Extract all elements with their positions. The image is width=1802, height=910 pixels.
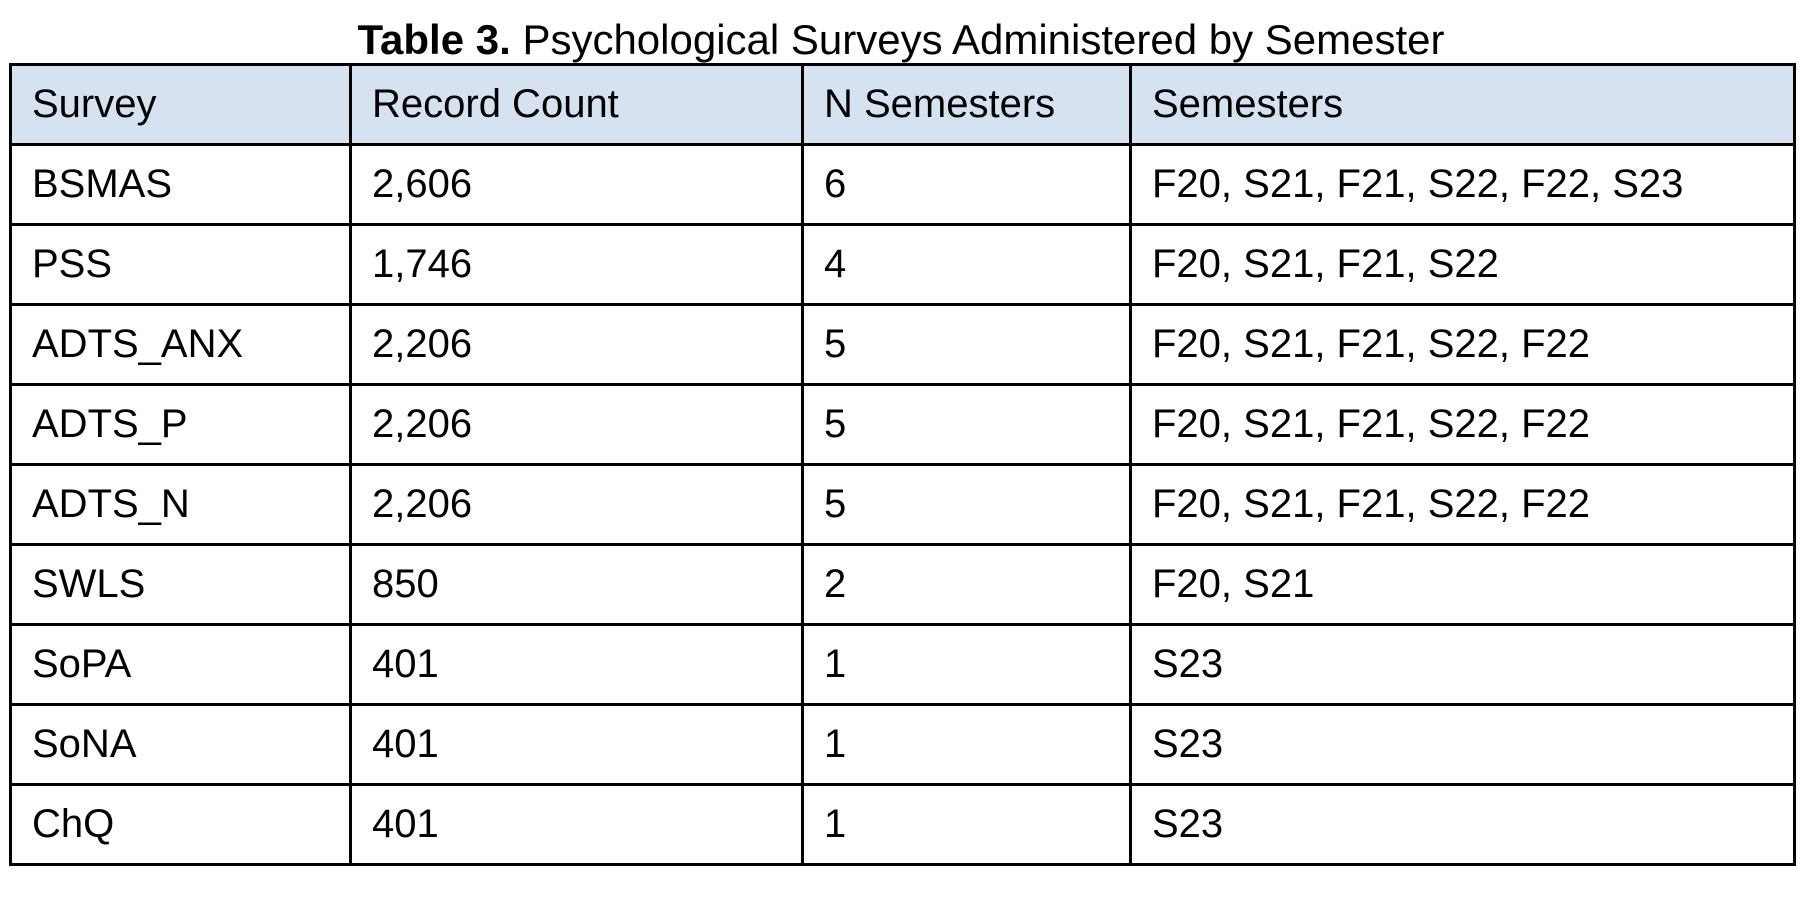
cell-semesters: F20, S21, F21, S22, F22 (1131, 305, 1795, 385)
header-row (11, 65, 1795, 145)
cell-survey: PSS (11, 225, 351, 305)
header-record-count: Record Count (351, 65, 803, 145)
cell-survey: ADTS_P (11, 385, 351, 465)
table-header (11, 65, 1795, 145)
table-row (11, 625, 1795, 705)
cell-n-semesters: 5 (803, 465, 1131, 545)
table-caption-label: Table 3. (357, 16, 511, 63)
header-semesters: Semesters (1131, 65, 1795, 145)
table-row (11, 225, 1795, 305)
cell-survey: ChQ (11, 785, 351, 865)
cell-n-semesters: 5 (803, 385, 1131, 465)
cell-n-semesters: 1 (803, 625, 1131, 705)
cell-semesters: F20, S21, F21, S22, F22 (1131, 385, 1795, 465)
header-n-semesters: N Semesters (803, 65, 1131, 145)
cell-record-count: 401 (351, 625, 803, 705)
table-row (11, 545, 1795, 625)
table-caption (0, 14, 1802, 66)
surveys-table (9, 63, 1796, 866)
table-row (11, 145, 1795, 225)
cell-n-semesters: 4 (803, 225, 1131, 305)
cell-record-count: 401 (351, 705, 803, 785)
table-caption-title: Psychological Surveys Administered by Semester (522, 16, 1445, 63)
cell-n-semesters: 5 (803, 305, 1131, 385)
table-row (11, 305, 1795, 385)
cell-record-count: 2,206 (351, 465, 803, 545)
cell-record-count: 2,206 (351, 385, 803, 465)
cell-semesters: S23 (1131, 625, 1795, 705)
cell-semesters: F20, S21, F21, S22, F22 (1131, 465, 1795, 545)
cell-semesters: F20, S21, F21, S22, F22, S23 (1131, 145, 1795, 225)
table-row (11, 705, 1795, 785)
cell-survey: ADTS_ANX (11, 305, 351, 385)
cell-semesters: F20, S21, F21, S22 (1131, 225, 1795, 305)
cell-semesters: S23 (1131, 785, 1795, 865)
cell-survey: SoPA (11, 625, 351, 705)
cell-semesters: S23 (1131, 705, 1795, 785)
cell-survey: ADTS_N (11, 465, 351, 545)
cell-n-semesters: 2 (803, 545, 1131, 625)
header-survey: Survey (11, 65, 351, 145)
cell-semesters: F20, S21 (1131, 545, 1795, 625)
cell-record-count: 2,606 (351, 145, 803, 225)
cell-record-count: 401 (351, 785, 803, 865)
cell-n-semesters: 1 (803, 785, 1131, 865)
cell-record-count: 850 (351, 545, 803, 625)
table-row (11, 385, 1795, 465)
table-row (11, 465, 1795, 545)
cell-survey: SoNA (11, 705, 351, 785)
table-body (11, 145, 1795, 865)
table-row (11, 785, 1795, 865)
cell-survey: SWLS (11, 545, 351, 625)
cell-record-count: 1,746 (351, 225, 803, 305)
cell-n-semesters: 6 (803, 145, 1131, 225)
cell-n-semesters: 1 (803, 705, 1131, 785)
cell-record-count: 2,206 (351, 305, 803, 385)
cell-survey: BSMAS (11, 145, 351, 225)
